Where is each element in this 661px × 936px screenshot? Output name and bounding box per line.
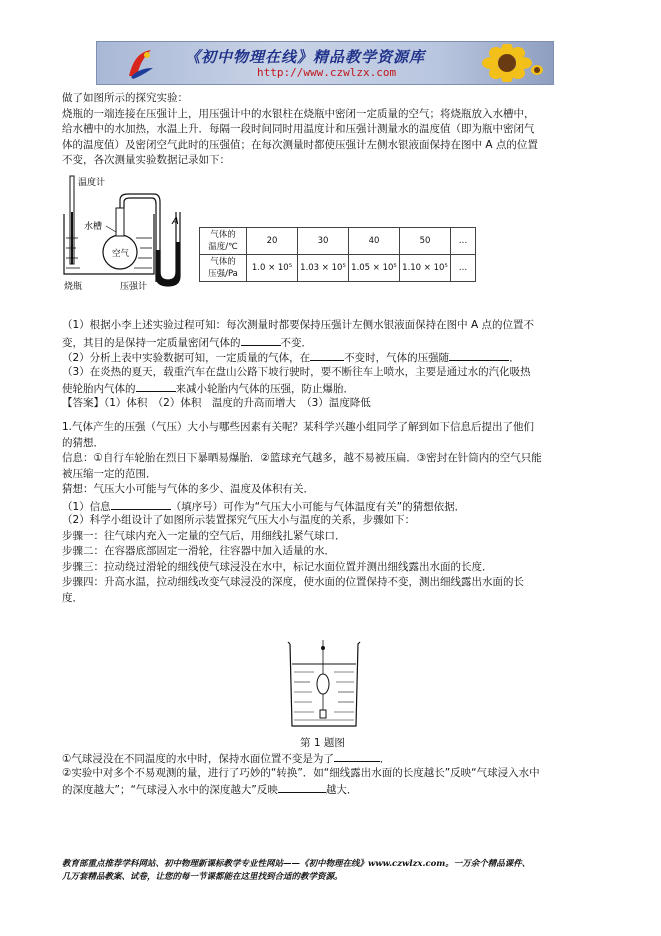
pressure-apparatus-figure: [62, 172, 197, 292]
table-cell: 30: [298, 228, 349, 255]
table-cell: …: [451, 255, 476, 282]
problem-text: （1）信息: [62, 500, 111, 513]
intro-paragraph: [62, 91, 607, 169]
answer-blank[interactable]: [449, 349, 509, 361]
pulley: [320, 710, 326, 718]
intro-line: 烧瓶的一端连接在压强计上，用压强计中的水银柱在烧瓶中密闭一定质量的空气；将烧瓶放入水槽中，: [62, 107, 535, 120]
table-cell: 1.05 × 10⁵: [349, 255, 400, 282]
step-line: 步骤二：在容器底部固定一滑轮，往容器中加入适量的水．: [62, 545, 335, 557]
table-row: [200, 228, 476, 255]
banner-url[interactable]: http://www.czwlzx.com: [257, 66, 397, 79]
problem-line: 信息：①自行车轮胎在烈日下暴晒易爆胎．②篮球充气越多，越不易被压扁．③密封在针筒内的空气只能: [62, 452, 542, 464]
question-text: ．: [509, 352, 520, 364]
answer-line: 【答案】（1）体积 （2）体积 温度的升高而增大 （3）温度降低: [62, 396, 371, 409]
step-line: 步骤四：升高水温，拉动细线改变气球浸没的深度，使水面的位置保持不变，测出细线露出水面的长: [62, 576, 524, 588]
problem-2-block: [62, 420, 607, 606]
subquestion-line: ②实验中对多个不易观测的量，进行了巧妙的“转换”．如“细线露出水面的长度越长”反映“气球浸入水中: [62, 766, 540, 779]
subquestion-line: [62, 750, 607, 766]
thermometer-label: 温度计: [78, 178, 106, 188]
air-label: 空气: [112, 249, 130, 259]
balloon-apparatus-figure: [284, 638, 364, 730]
table-cell: …: [451, 228, 476, 255]
tank-label: 水槽: [84, 222, 103, 232]
answer-blank[interactable]: [111, 498, 171, 510]
subquestion-text: 的深度越大”；“气球浸入水中的深度越大”反映: [62, 784, 278, 796]
step-line: 步骤三：拉动绕过滑轮的细线使气球浸没在水中，标记水面位置并测出细线露出水面的长度．: [62, 560, 493, 573]
question-text: 来减小轮胎内气体的压强，防止爆胎．: [175, 383, 354, 395]
site-logo-icon: [125, 46, 155, 80]
answer-blank[interactable]: [334, 750, 380, 762]
question-line: （1）根据小李上述实验过程可知：每次测量时都要保持压强计左侧水银液面保持在图中 A 点的位置不: [62, 319, 535, 331]
flask-label: 烧瓶: [64, 282, 83, 292]
gauge-label: 压强计: [120, 282, 148, 292]
answer-blank[interactable]: [278, 781, 326, 793]
banner-title: 《初中物理在线》精品教学资源库: [185, 48, 426, 66]
problem-line: 被压缩一定的范围．: [62, 467, 157, 480]
question-line: [62, 334, 607, 350]
data-table: [199, 227, 476, 282]
question-text: 使轮胎内气体的: [62, 383, 136, 395]
answer-blank[interactable]: [136, 380, 176, 392]
subquestions-block: [62, 750, 607, 797]
question-text: 不变．: [280, 336, 312, 349]
answer-blank[interactable]: [310, 349, 344, 361]
question-line: [62, 380, 607, 396]
header-line: 气体的: [210, 257, 236, 267]
problem-line: 猜想：气压大小可能与气体的多少、温度及体积有关．: [62, 483, 314, 495]
intro-line: 体的温度值）及密闭空气此时的压强值；在每次测量时都使压强计左侧水银液面保持在图中 A 点的位置: [62, 138, 538, 151]
header-line: 温度/℃: [208, 242, 238, 252]
step-line: 步骤一：往气球内充入一定量的空气后，用细线扎紧气球口．: [62, 529, 346, 542]
question-text: 变，其目的是保持一定质量密闭气体的: [62, 336, 241, 349]
header-banner: [96, 41, 554, 85]
problem-line: 1.气体产生的压强（气压）大小与哪些因素有关呢？某科学兴趣小组同学了解到如下信息后提出了他们: [62, 421, 535, 433]
intro-line: 不变，各次测量实验数据记录如下：: [62, 154, 230, 166]
balloon: [317, 674, 329, 694]
intro-line: 做了如图所示的探究实验：: [62, 92, 188, 104]
problem-line: 的猜想．: [62, 436, 104, 449]
subquestion-text: 越大．: [325, 784, 358, 796]
table-row-header: [200, 255, 247, 282]
footer-line: 几万套精品教案、试卷，让您的每一节课都能在这里找到合适的教学资源。: [62, 872, 343, 882]
questions-block: [62, 318, 607, 411]
problem-line: [62, 498, 607, 514]
question-text: 不变时，气体的压强随: [344, 352, 450, 364]
step-line: 度．: [62, 591, 83, 604]
page-footer: [62, 858, 602, 884]
footer-line: 教育部重点推荐学科网站、初中物理新课标教学专业性网站——《初中物理在线》www.czwlzx.com。一万余个精品课件、: [62, 859, 531, 869]
question-text: （2）分析上表中实验数据可知，一定质量的气体，在: [62, 352, 311, 364]
subquestion-line: [62, 781, 607, 797]
subquestion-text: ．: [379, 753, 391, 765]
problem-line: （2）科学小组设计了如图所示装置探究气压大小与温度的关系，步骤如下：: [62, 514, 416, 526]
table-cell: 50: [400, 228, 451, 255]
table-row-header: [200, 228, 247, 255]
question-line: [62, 349, 607, 365]
header-line: 气体的: [210, 230, 236, 240]
sunflower-icon: [467, 44, 547, 82]
table-cell: 1.03 × 10⁵: [298, 255, 349, 282]
table-cell: 1.0 × 10⁵: [247, 255, 298, 282]
table-cell: 40: [349, 228, 400, 255]
point-a-label: A: [172, 216, 179, 227]
subquestion-text: ①气球浸没在不同温度的水中时，保持水面位置不变是为了: [62, 753, 334, 765]
question-line: （3）在炎热的夏天，载重汽车在盘山公路下坡行驶时，要不断往车上喷水，主要是通过水的汽化吸热: [62, 365, 531, 378]
header-line: 压强/Pa: [208, 269, 238, 279]
intro-line: 给水槽中的水加热，水温上升．每隔一段时间同时用温度计和压强计测量水的温度值（即为瓶中密闭气: [62, 123, 535, 135]
table-row: [200, 255, 476, 282]
table-cell: 1.10 × 10⁵: [400, 255, 451, 282]
table-cell: 20: [247, 228, 298, 255]
answer-blank[interactable]: [241, 334, 281, 346]
figure-caption: 第 1 题图: [300, 737, 345, 749]
problem-text: （填序号）可作为“气压大小可能与气体温度有关”的猜想依据．: [170, 500, 466, 513]
